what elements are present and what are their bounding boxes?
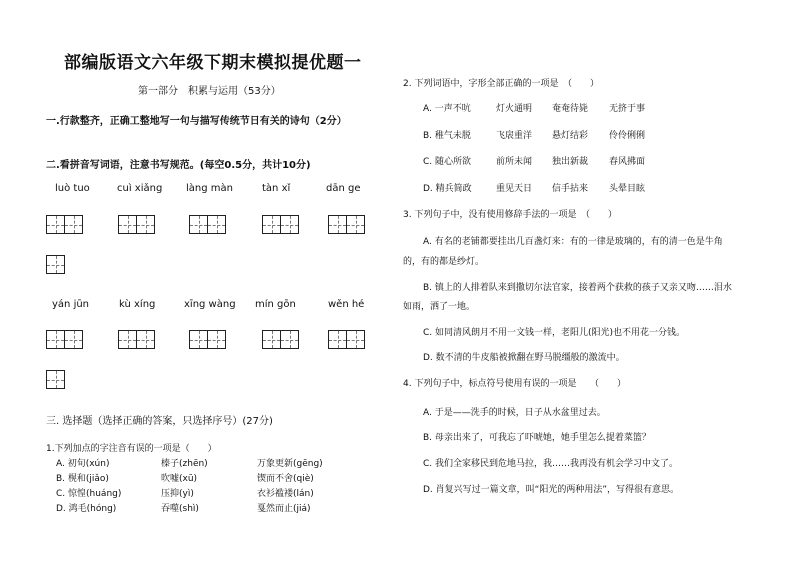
q4-c: C. 我们全家移民到危地马拉，我……我再没有机会学习中文了。 bbox=[423, 459, 679, 469]
pinyin-2: cuì xiǎng bbox=[117, 183, 163, 194]
q2-b-4: 伶伶俐俐 bbox=[609, 131, 646, 141]
q1-c-1: C. 惊惶(huáng) bbox=[56, 489, 122, 499]
q2-c-4: 春风拂面 bbox=[609, 157, 646, 167]
q2-d-3: 信手拈来 bbox=[552, 184, 589, 194]
q2-d-2: 重见天日 bbox=[496, 184, 533, 194]
q4-stem: 4. 下列句子中，标点符号使用有误的一项是 （ ） bbox=[403, 379, 626, 389]
q3-d: D. 数不清的牛皮船被掀翻在野马脱缰般的激流中。 bbox=[423, 353, 625, 363]
q4-d: D. 肖复兴写过一篇文章，叫“阳光的两种用法”，写得很有意思。 bbox=[423, 485, 679, 495]
writing-grid[interactable] bbox=[328, 330, 365, 349]
writing-grid[interactable] bbox=[262, 215, 299, 234]
q4-b: B. 母亲出来了，可我忘了吓唬她，她手里怎么提着菜篮？ bbox=[423, 433, 651, 443]
writing-grid[interactable] bbox=[328, 215, 365, 234]
q3-a-line2: 的，有的都是纱灯。 bbox=[403, 257, 485, 267]
q1-stem: 1.下列加点的字注音有误的一项是（ ） bbox=[46, 444, 217, 454]
q1-b-2: 吹嘘(xū) bbox=[161, 474, 198, 484]
q1-d-1: D. 鸿毛(hóng) bbox=[56, 504, 117, 514]
q2-b-3: 悬灯结彩 bbox=[552, 131, 589, 141]
q2-a-3: 奄奄待毙 bbox=[552, 104, 589, 114]
q2-d-1: D. 精兵简政 bbox=[423, 184, 472, 194]
q2-b-2: 飞扆重洋 bbox=[496, 131, 533, 141]
q3-c: C. 如同清风朗月不用一文钱一样，老阳儿(阳光)也不用花一分钱。 bbox=[423, 328, 686, 338]
q3-b-line1: B. 镇上的人排着队来到撒切尔法官家，接着两个获救的孩子又亲又吻……泪水 bbox=[423, 283, 732, 293]
q2-d-4: 头晕目眩 bbox=[609, 184, 646, 194]
q1-c-2: 压抑(yì) bbox=[161, 489, 194, 499]
pinyin-9: mín gōn bbox=[255, 299, 296, 310]
pinyin-4: tàn xǐ bbox=[262, 183, 291, 194]
q1-c-3: 衣衫褴褛(lán) bbox=[257, 489, 314, 499]
q3-b-line2: 如雨，洒了一地。 bbox=[403, 302, 476, 312]
pinyin-10: wěn hé bbox=[328, 299, 365, 310]
q1-b-1: B. 榥和(jiǎo) bbox=[56, 474, 109, 484]
section-1: 一.行款整齐，正确工整地写一句与描写传统节日有关的诗句（2分） bbox=[46, 116, 347, 127]
pinyin-5: dān ge bbox=[326, 183, 361, 194]
writing-grid[interactable] bbox=[46, 370, 65, 389]
q1-d-3: 戛然而止(jiá) bbox=[257, 504, 311, 514]
pinyin-3: làng màn bbox=[186, 183, 233, 194]
writing-grid[interactable] bbox=[118, 330, 155, 349]
writing-grid[interactable] bbox=[46, 330, 83, 349]
pinyin-6: yán jūn bbox=[52, 299, 90, 310]
writing-grid[interactable] bbox=[118, 215, 155, 234]
q2-a-2: 灯火通明 bbox=[496, 104, 533, 114]
q2-c-3: 独出新裁 bbox=[552, 157, 589, 167]
page-title: 部编版语文六年级下期末模拟提优题一 bbox=[64, 53, 362, 73]
q2-b-1: B. 稚气未脱 bbox=[423, 131, 471, 141]
q1-d-2: 吞噬(shì) bbox=[161, 504, 199, 514]
q1-a-1: A. 初旬(xún) bbox=[56, 459, 110, 469]
pinyin-1: luò tuo bbox=[55, 183, 90, 194]
q2-stem: 2. 下列词语中，字形全部正确的一项是 （ ） bbox=[403, 79, 599, 89]
q1-a-2: 榛子(zhēn) bbox=[161, 459, 208, 469]
q2-a-4: 无挤于事 bbox=[609, 104, 646, 114]
q2-c-2: 前所未闻 bbox=[496, 157, 533, 167]
writing-grid[interactable] bbox=[46, 255, 65, 274]
q3-a-line1: A. 有名的老铺都要挂出几百盏灯来：有的一律是玻璃的，有的清一色是牛角 bbox=[423, 237, 723, 247]
pinyin-8: xīng wàng bbox=[184, 299, 236, 310]
q4-a: A. 于是——洗手的时候，日子从水盆里过去。 bbox=[423, 408, 606, 418]
writing-grid[interactable] bbox=[189, 215, 226, 234]
pinyin-7: kù xíng bbox=[119, 299, 156, 310]
q1-a-3: 万象更新(gēng) bbox=[257, 459, 323, 469]
q2-a-1: A. 一声不吭 bbox=[423, 104, 471, 114]
q3-stem: 3. 下列句子中，没有使用修辞手法的一项是 （ ） bbox=[403, 210, 617, 220]
q1-b-3: 锲而不舍(qiè) bbox=[257, 474, 314, 484]
part-heading: 第一部分 积累与运用（53分） bbox=[138, 86, 281, 97]
writing-grid[interactable] bbox=[189, 330, 226, 349]
section-3: 三. 选择题（选择正确的答案，只选择序号）(27分) bbox=[46, 416, 273, 427]
section-2: 二.看拼音写词语，注意书写规范。(每空0.5分，共计10分) bbox=[46, 160, 311, 171]
writing-grid[interactable] bbox=[262, 330, 299, 349]
q2-c-1: C. 随心所欲 bbox=[423, 157, 472, 167]
writing-grid[interactable] bbox=[46, 215, 83, 234]
